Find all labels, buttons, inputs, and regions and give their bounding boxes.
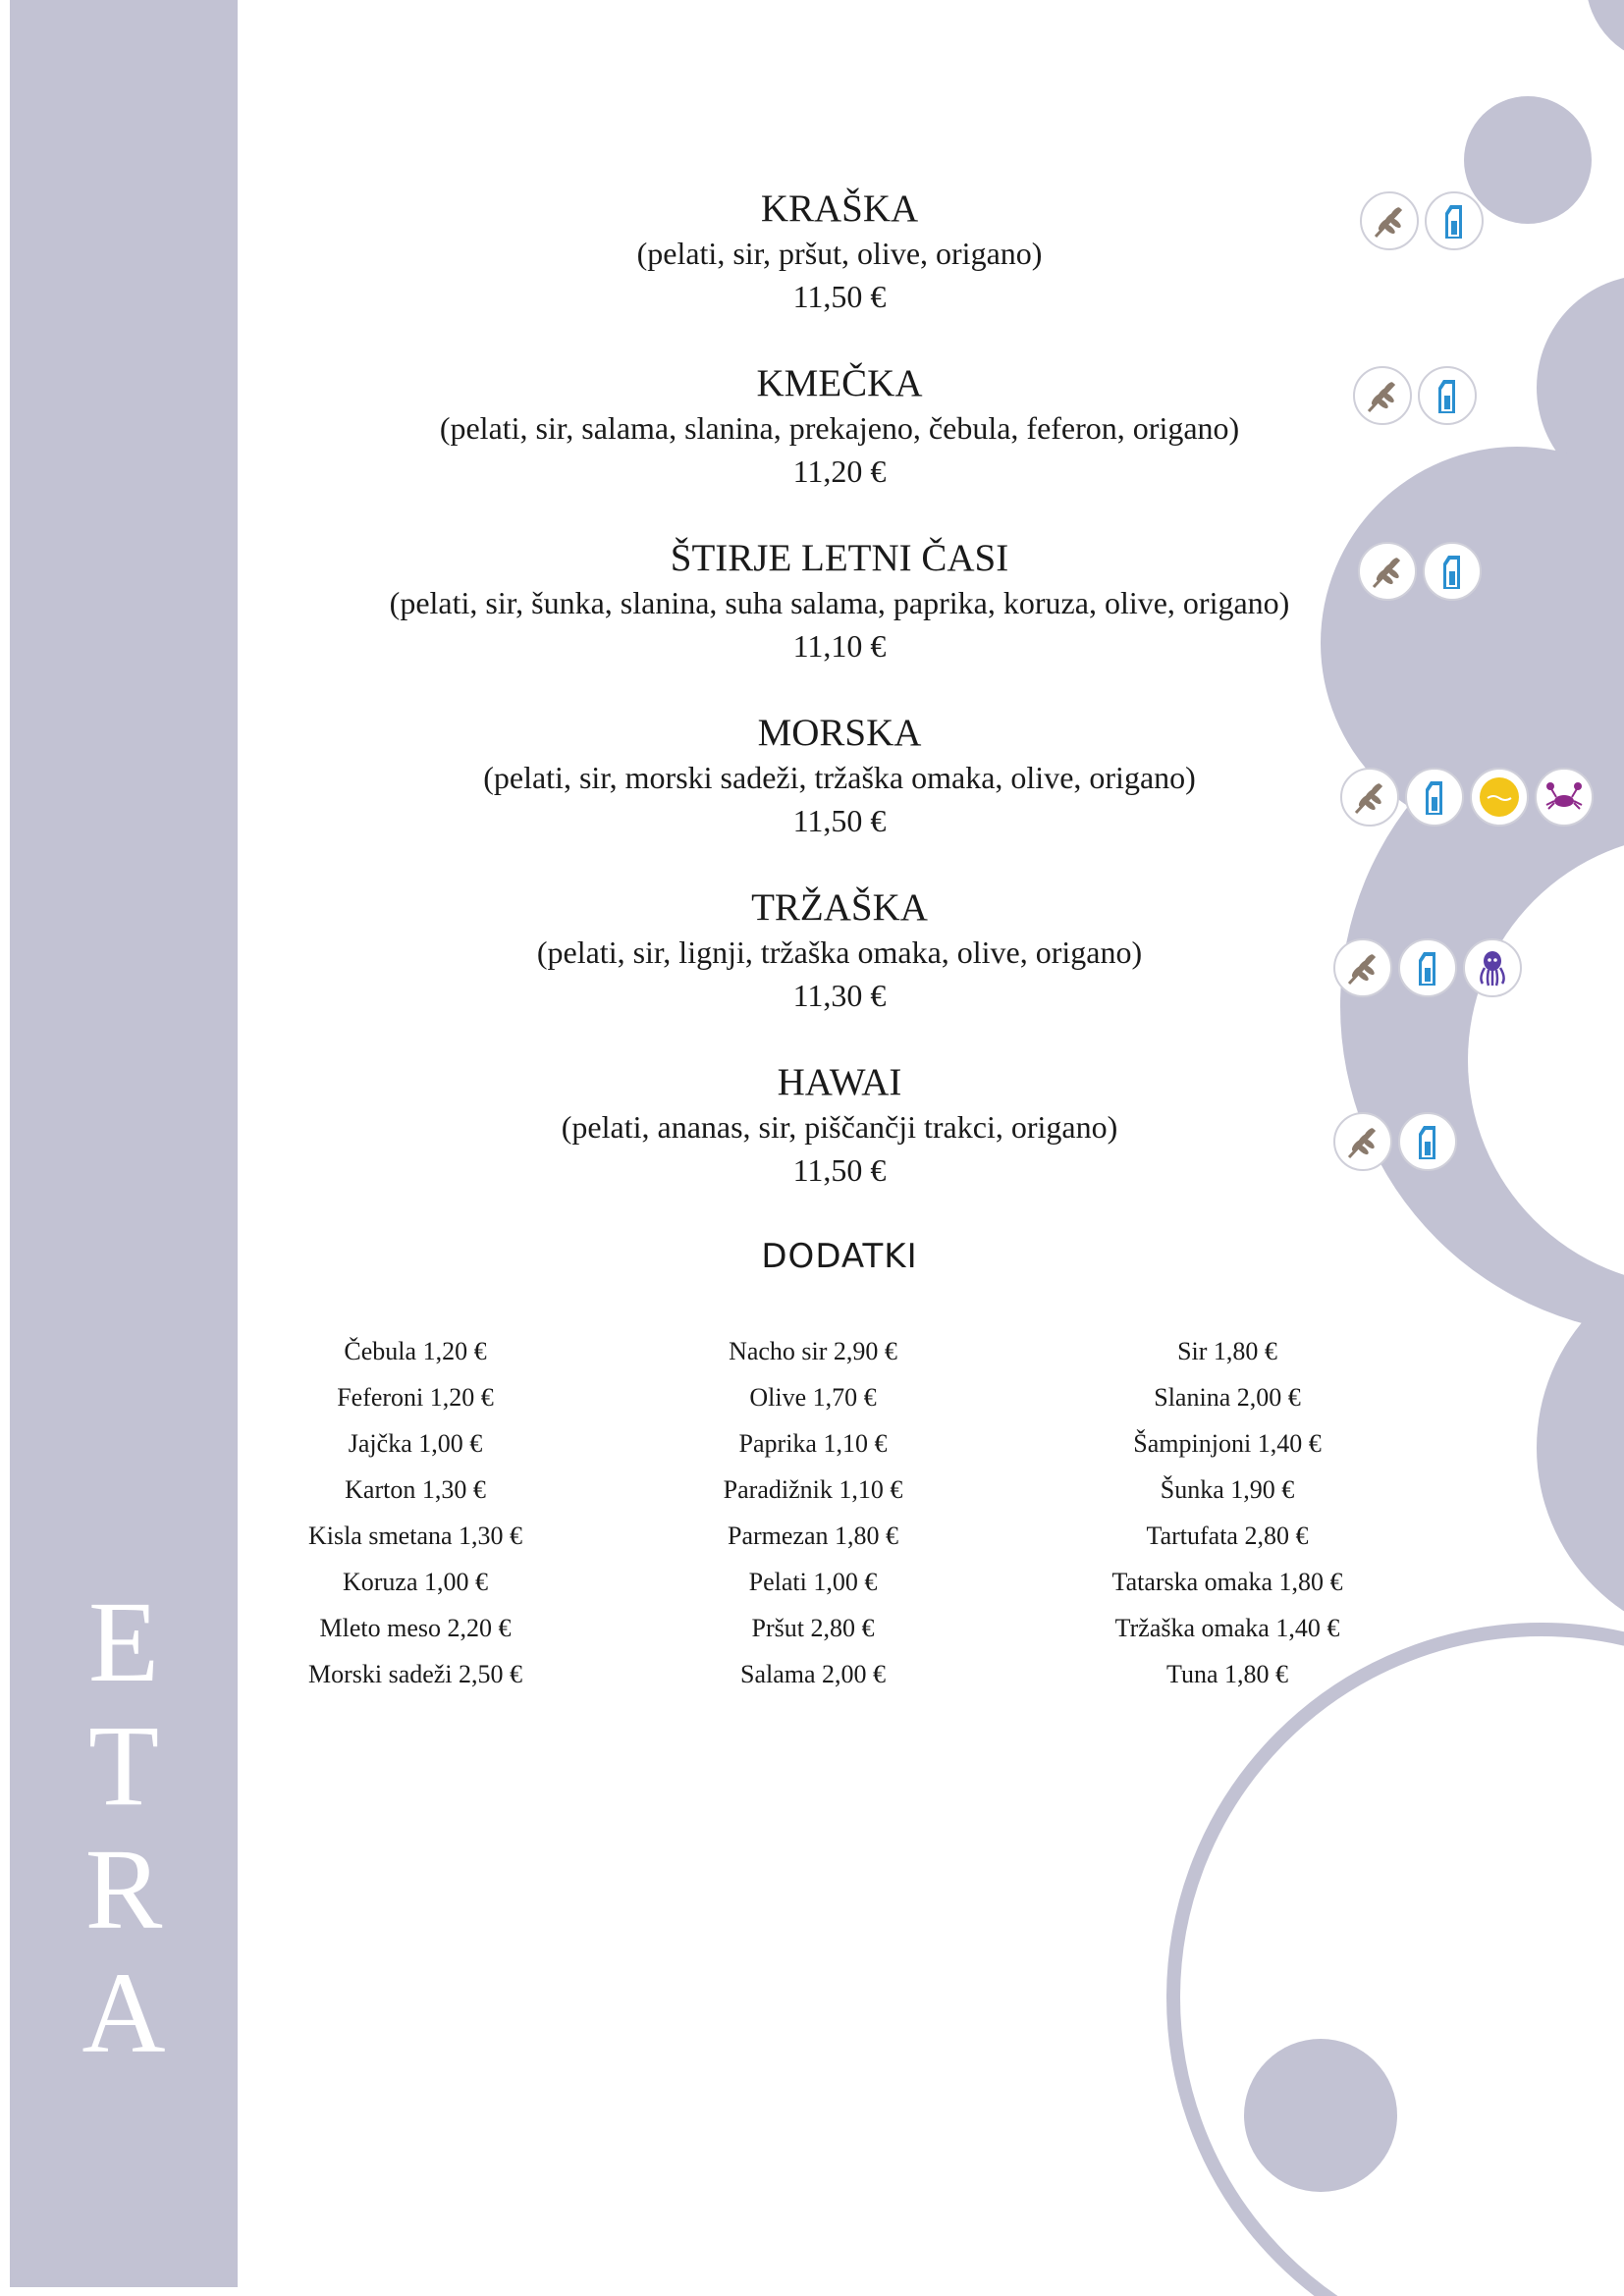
brand-letter: R bbox=[84, 1825, 163, 1953]
extra-item: Tatarska omaka 1,80 € bbox=[1111, 1568, 1343, 1596]
pizza-item bbox=[255, 1060, 1424, 1192]
brand-letter: T bbox=[87, 1701, 160, 1830]
wheat-icon bbox=[1333, 1112, 1392, 1171]
pizza-ingredients: (pelati, sir, pršut, olive, origano) bbox=[636, 236, 1043, 271]
extra-item: Tartufata 2,80 € bbox=[1146, 1522, 1309, 1550]
wheat-icon bbox=[1353, 366, 1412, 425]
pizza-name: TRŽAŠKA bbox=[751, 886, 928, 929]
extra-item: Morski sadeži 2,50 € bbox=[307, 1660, 523, 1688]
extra-item: Nacho sir 2,90 € bbox=[729, 1337, 897, 1365]
extra-item: Paradižnik 1,10 € bbox=[723, 1475, 903, 1504]
pizza-item bbox=[255, 711, 1424, 842]
pizza-name: ŠTIRJE LETNI ČASI bbox=[670, 537, 1009, 579]
extras-column bbox=[626, 1328, 1000, 1697]
allergen-group bbox=[1353, 366, 1477, 425]
brand-letter: A bbox=[81, 1949, 166, 2077]
extra-item: Slanina 2,00 € bbox=[1154, 1383, 1301, 1412]
deco-circle-bottom-ring bbox=[1173, 1629, 1624, 2296]
milk-icon bbox=[1398, 938, 1457, 997]
milk-icon bbox=[1425, 191, 1484, 250]
pizza-name: MORSKA bbox=[757, 712, 922, 754]
extra-item: Tuna 1,80 € bbox=[1165, 1660, 1288, 1688]
deco-circle-right bbox=[1537, 275, 1624, 501]
crab-icon bbox=[1535, 768, 1594, 827]
pizza-name: KRAŠKA bbox=[760, 187, 919, 230]
allergen-group bbox=[1333, 1112, 1457, 1171]
wheat-icon bbox=[1340, 768, 1399, 827]
deco-circle-bottom-dot bbox=[1244, 2039, 1397, 2192]
extra-item: Koruza 1,00 € bbox=[342, 1568, 488, 1596]
extra-item: Šampinjoni 1,40 € bbox=[1133, 1429, 1322, 1458]
pizza-price: 11,50 € bbox=[792, 279, 887, 314]
allergen-group bbox=[1360, 191, 1484, 250]
extra-item: Mleto meso 2,20 € bbox=[319, 1614, 512, 1642]
extra-item: Čebula 1,20 € bbox=[344, 1337, 487, 1365]
pizza-price: 11,10 € bbox=[792, 628, 887, 664]
wheat-icon bbox=[1360, 191, 1419, 250]
allergen-group bbox=[1358, 542, 1482, 601]
pizza-ingredients: (pelati, sir, salama, slanina, prekajeno, čebula, feferon, origano) bbox=[439, 410, 1240, 446]
pizza-ingredients: (pelati, ananas, sir, piščančji trakci, origano) bbox=[561, 1109, 1118, 1145]
pizza-name: HAWAI bbox=[777, 1061, 902, 1103]
pizza-price: 11,50 € bbox=[792, 1152, 887, 1188]
pizza-item bbox=[255, 361, 1424, 493]
extra-item: Pelati 1,00 € bbox=[748, 1568, 878, 1596]
extra-item: Tržaška omaka 1,40 € bbox=[1114, 1614, 1340, 1642]
pizza-price: 11,30 € bbox=[792, 978, 887, 1013]
extra-item: Parmezan 1,80 € bbox=[727, 1522, 898, 1550]
pizza-price: 11,20 € bbox=[792, 454, 887, 489]
pizza-ingredients: (pelati, sir, šunka, slanina, suha salama, paprika, koruza, olive, origano) bbox=[389, 585, 1290, 620]
allergen-group bbox=[1340, 768, 1594, 827]
milk-icon bbox=[1405, 768, 1464, 827]
pizza-item bbox=[255, 885, 1424, 1017]
extra-item: Šunka 1,90 € bbox=[1160, 1475, 1295, 1504]
extra-item: Pršut 2,80 € bbox=[751, 1614, 875, 1642]
pizza-ingredients: (pelati, sir, morski sadeži, tržaška omaka, olive, origano) bbox=[483, 760, 1196, 795]
pizza-price: 11,50 € bbox=[792, 803, 887, 838]
extra-item: Jajčka 1,00 € bbox=[348, 1429, 483, 1458]
extras-column bbox=[229, 1328, 602, 1697]
extra-item: Paprika 1,10 € bbox=[738, 1429, 888, 1458]
extra-item: Karton 1,30 € bbox=[345, 1475, 486, 1504]
milk-icon bbox=[1423, 542, 1482, 601]
allergen-group bbox=[1333, 938, 1522, 997]
extra-item: Feferoni 1,20 € bbox=[337, 1383, 494, 1412]
pizza-item bbox=[255, 536, 1424, 667]
extra-item: Sir 1,80 € bbox=[1177, 1337, 1277, 1365]
extras-title: DODATKI bbox=[761, 1237, 918, 1276]
brand-vertical bbox=[10, 1577, 238, 2077]
octopus-icon bbox=[1463, 938, 1522, 997]
extra-item: Kisla smetana 1,30 € bbox=[307, 1522, 523, 1550]
extra-item: Olive 1,70 € bbox=[749, 1383, 877, 1412]
wheat-icon bbox=[1333, 938, 1392, 997]
brand-letter: E bbox=[87, 1577, 160, 1706]
extras-column bbox=[1041, 1328, 1414, 1697]
milk-icon bbox=[1398, 1112, 1457, 1171]
pizza-item bbox=[255, 187, 1424, 318]
pizza-name: KMEČKA bbox=[756, 362, 923, 404]
deco-circle-top bbox=[1586, 0, 1624, 64]
extra-item: Salama 2,00 € bbox=[739, 1660, 887, 1688]
wheat-icon bbox=[1358, 542, 1417, 601]
deco-circle-edge bbox=[1537, 1252, 1624, 1644]
milk-icon bbox=[1418, 366, 1477, 425]
pizza-ingredients: (pelati, sir, lignji, tržaška omaka, olive, origano) bbox=[536, 934, 1143, 970]
egg-icon bbox=[1470, 768, 1529, 827]
